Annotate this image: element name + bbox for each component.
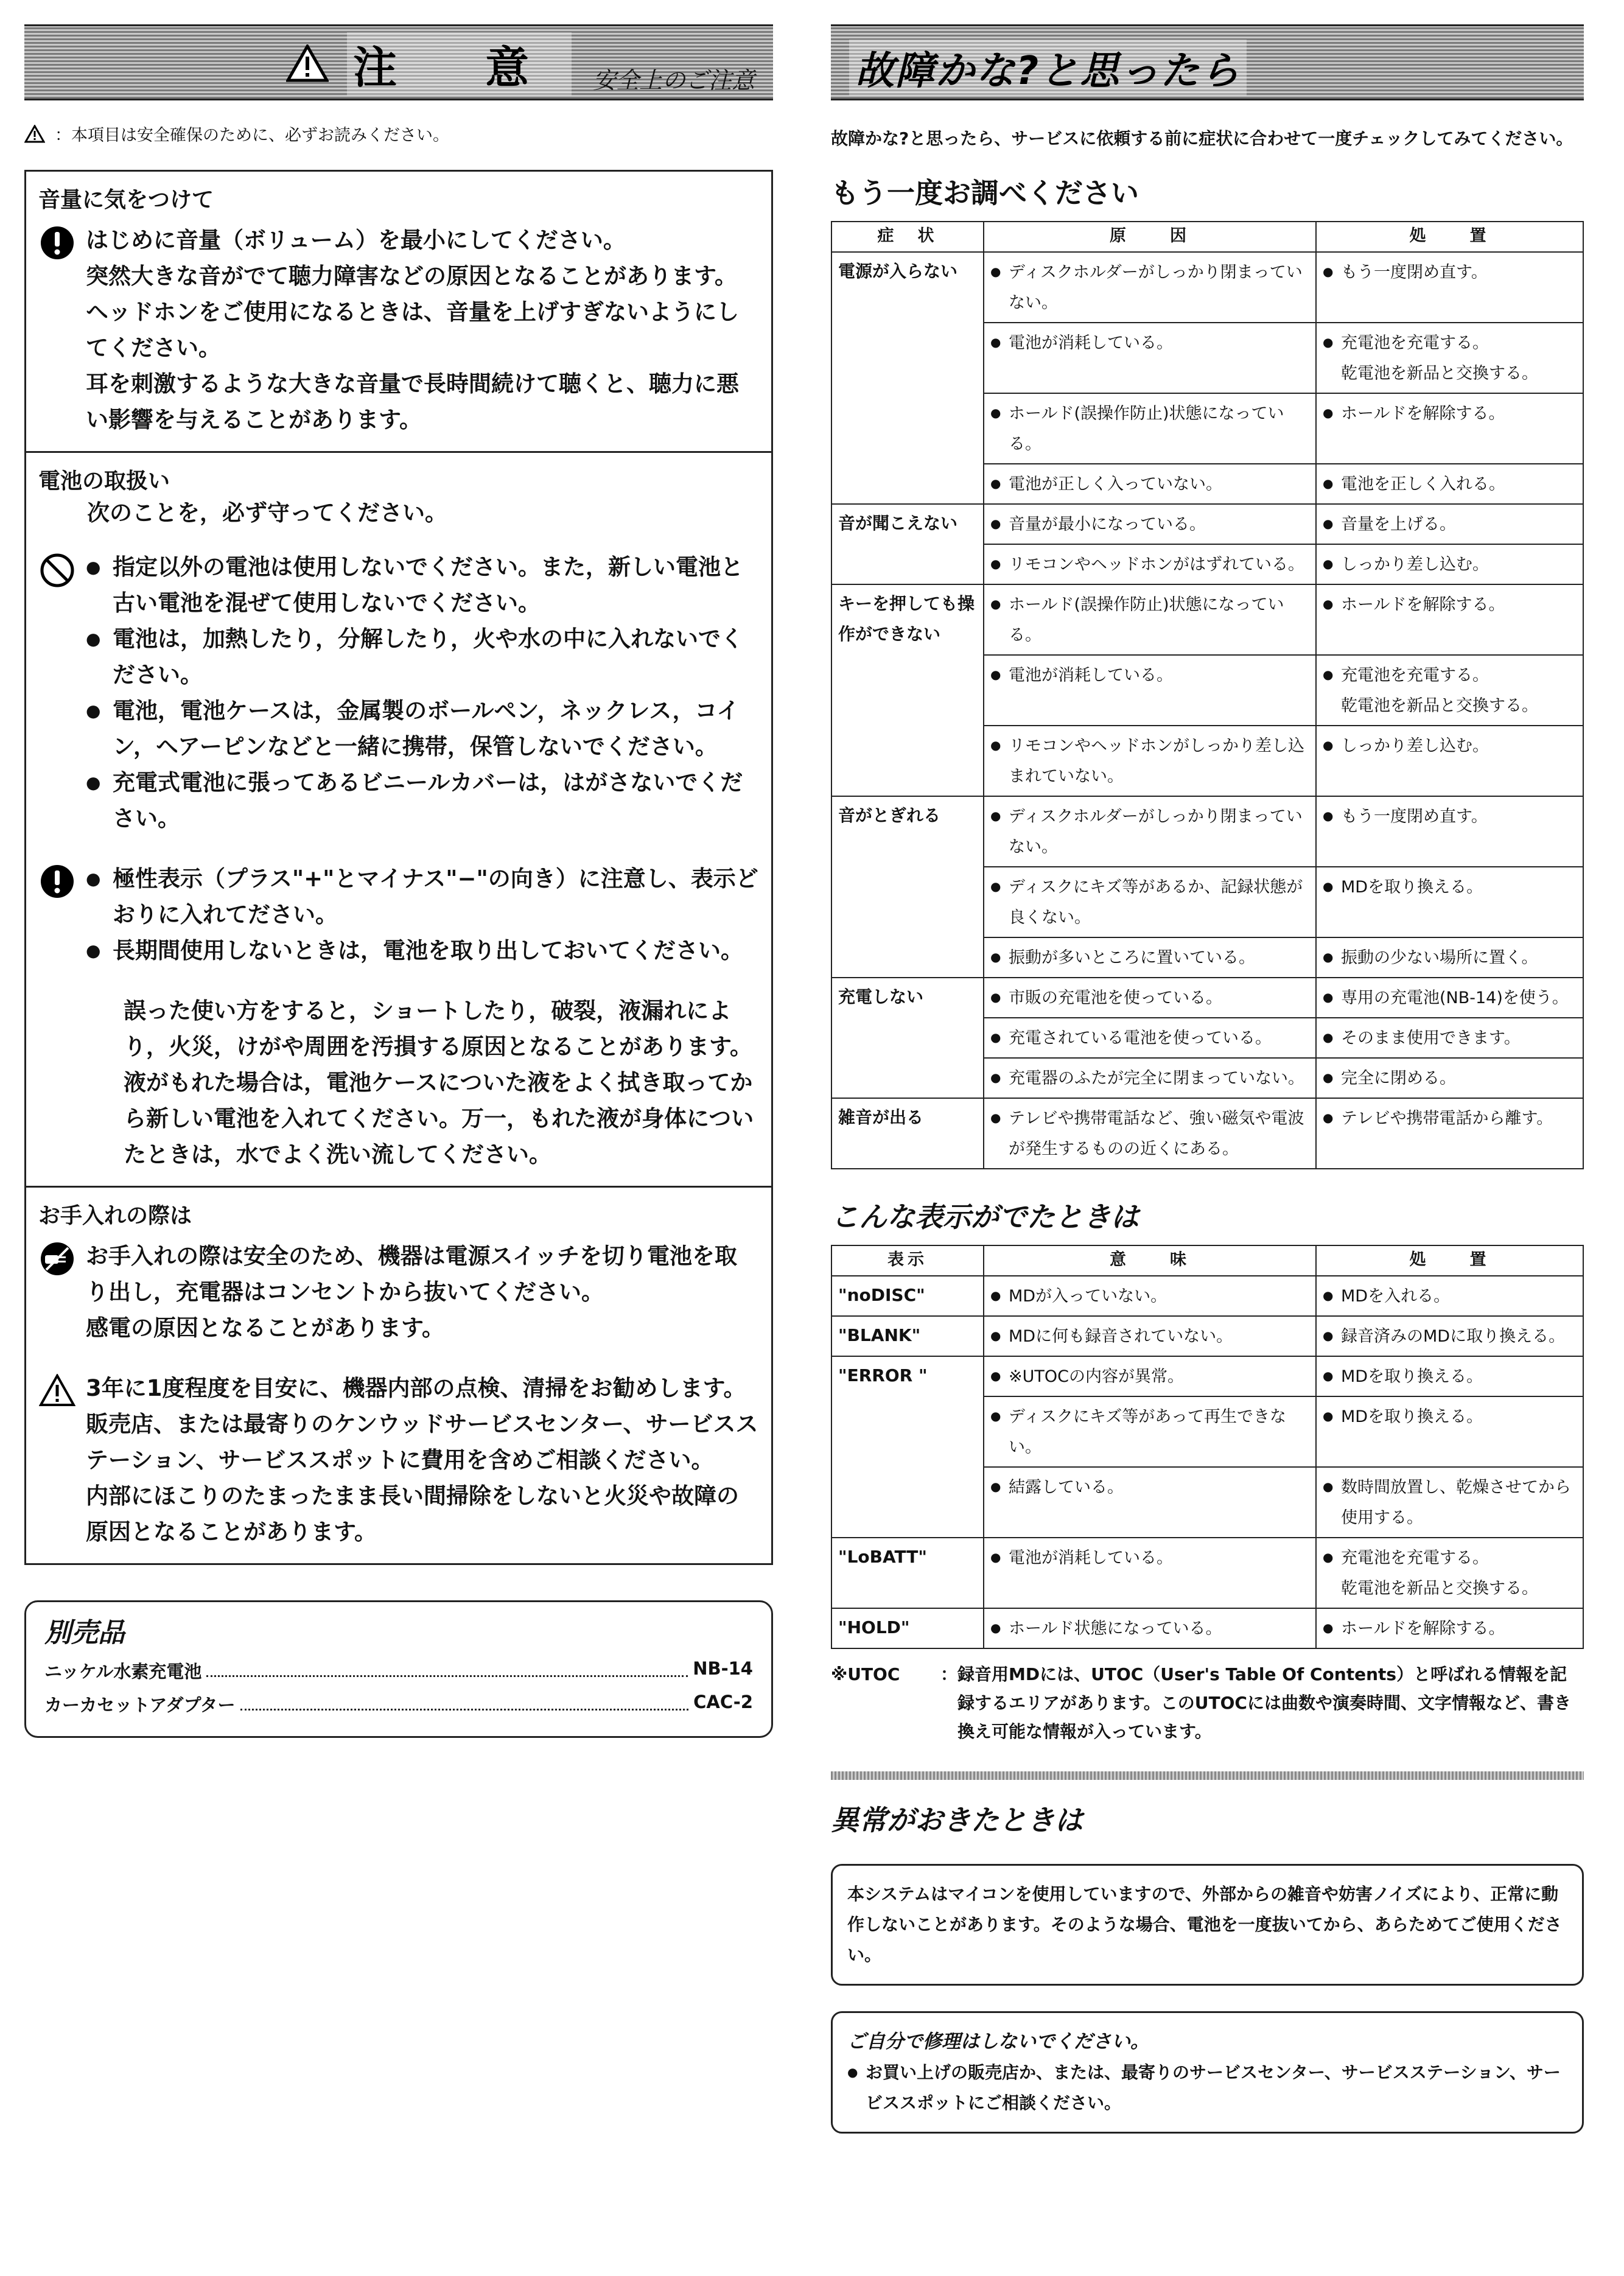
display-label-cell: "LoBATT" bbox=[831, 1538, 984, 1608]
fix-cell bbox=[1316, 1018, 1583, 1058]
fix-cell bbox=[1316, 1058, 1583, 1098]
volume-section bbox=[26, 172, 771, 453]
cause-cell bbox=[984, 1356, 1316, 1396]
fix-cell bbox=[1316, 655, 1583, 726]
cause-text: ● テレビや携帯電話など、強い磁気や電波が発生するものの近くにある。 bbox=[990, 1102, 1309, 1164]
cause-cell bbox=[984, 796, 1316, 867]
table-row bbox=[831, 1608, 1583, 1648]
volume-line: 突然大きな音がでて聴力障害などの原因となることがあります。 bbox=[86, 263, 738, 289]
fix-cell bbox=[1316, 393, 1583, 464]
battery-mandatory-item bbox=[38, 861, 759, 968]
care-unplug-line: お手入れの際は安全のため、機器は電源スイッチを切り電池を取り出し，充電器はコンセントから抜いてください。 bbox=[86, 1243, 738, 1305]
care-title: お手入れの際は bbox=[38, 1203, 192, 1228]
battery-prohibit-line: ● 電池，電池ケースは，金属製のボールペン，ネックレス，コイン，ヘアーピンなどと一緒に携帯，保管しないでください。 bbox=[86, 693, 759, 765]
fix-text: ● 充電池を充電する。 bbox=[1323, 659, 1577, 691]
mandatory-icon bbox=[40, 226, 74, 260]
symptom-cell: 雑音が出る bbox=[831, 1098, 984, 1169]
fix-text: 乾電池を新品と交換する。 bbox=[1341, 1579, 1538, 1598]
caution-note bbox=[24, 122, 773, 145]
cause-cell bbox=[984, 323, 1316, 393]
care-inspect-line: 内部にほこりのたまったまま長い間掃除をしないと火災や故障の原因となることがあります。 bbox=[86, 1483, 739, 1545]
fix-cell bbox=[1316, 1098, 1583, 1169]
warning-triangle-icon bbox=[24, 125, 45, 143]
warning-triangle-icon bbox=[286, 44, 329, 82]
accessory-code: NB-14 bbox=[693, 1658, 753, 1679]
leader-dots bbox=[240, 1692, 689, 1711]
troubleshooting-intro: 故障かな?と思ったら、サービスに依頼する前に症状に合わせて一度チェックしてみてください。 bbox=[831, 128, 1573, 149]
fix-cell bbox=[1316, 584, 1583, 655]
accessories-title: 別売品 bbox=[44, 1617, 125, 1648]
leader-dots bbox=[206, 1658, 688, 1677]
cause-text: ● ※UTOCの内容が異常。 bbox=[990, 1360, 1309, 1392]
cause-cell bbox=[984, 1396, 1316, 1467]
fix-cell bbox=[1316, 726, 1583, 796]
volume-title: 音量に気をつけて bbox=[38, 187, 214, 212]
fix-text: ● 充電池を充電する。 bbox=[1323, 327, 1577, 359]
table-row bbox=[831, 504, 1583, 544]
cause-cell bbox=[984, 867, 1316, 937]
cause-cell bbox=[984, 1467, 1316, 1538]
cause-text: ● MDに何も録音されていない。 bbox=[990, 1320, 1309, 1352]
battery-title: 電池の取扱い bbox=[38, 469, 170, 494]
caution-note-text: ：本項目は安全確保のために、必ずお読みください。 bbox=[55, 126, 449, 145]
symptom-cell: 電源が入らない bbox=[831, 252, 984, 504]
cause-text: ● 市販の充電池を使っている。 bbox=[990, 982, 1309, 1014]
cause-text: ● 結露している。 bbox=[990, 1471, 1309, 1503]
col-header: 処 置 bbox=[1316, 222, 1583, 252]
symptom-cell: 音が聞こえない bbox=[831, 504, 984, 584]
fix-cell bbox=[1316, 1467, 1583, 1538]
cause-cell bbox=[984, 1098, 1316, 1169]
fix-text: ● しっかり差し込む。 bbox=[1323, 730, 1577, 762]
battery-prohibit-line: ● 充電式電池に張ってあるビニールカバーは，はがさないでください。 bbox=[86, 765, 759, 836]
troubleshooting-title: 故障かな?と思ったら bbox=[849, 40, 1247, 96]
fix-text: ● テレビや携帯電話から離す。 bbox=[1323, 1102, 1577, 1134]
fix-text: ● そのまま使用できます。 bbox=[1323, 1022, 1577, 1054]
safety-column bbox=[24, 24, 773, 1738]
table-row bbox=[831, 584, 1583, 655]
table-row bbox=[831, 1098, 1583, 1169]
fix-text: ● MDを取り換える。 bbox=[1323, 1360, 1577, 1392]
cause-cell bbox=[984, 1538, 1316, 1608]
volume-line: 耳を刺激するような大きな音量で長時間続けて聴くと、聴力に悪い影響を与えることがあります。 bbox=[86, 371, 739, 433]
fix-cell bbox=[1316, 1538, 1583, 1608]
accessory-row bbox=[44, 1692, 753, 1717]
cause-cell bbox=[984, 1018, 1316, 1058]
col-header: 表示 bbox=[831, 1245, 984, 1276]
fix-text: ● 専用の充電池(NB-14)を使う。 bbox=[1323, 982, 1577, 1014]
display-table bbox=[831, 1245, 1584, 1649]
fix-text: ● MDを入れる。 bbox=[1323, 1280, 1577, 1312]
table-row bbox=[831, 252, 1583, 323]
fix-text: ● 充電池を充電する。 bbox=[1323, 1542, 1577, 1574]
battery-prohibit-item bbox=[38, 549, 759, 836]
fix-text: ● 完全に閉める。 bbox=[1323, 1062, 1577, 1094]
fix-text: ● しっかり差し込む。 bbox=[1323, 548, 1577, 580]
cause-cell bbox=[984, 1276, 1316, 1316]
mandatory-icon bbox=[40, 864, 74, 898]
fix-cell bbox=[1316, 937, 1583, 978]
repair-panel bbox=[831, 2011, 1584, 2134]
caution-header bbox=[24, 24, 773, 100]
cause-text: ● ディスクホルダーがしっかり閉まっていない。 bbox=[990, 800, 1309, 863]
section-divider bbox=[831, 1771, 1584, 1780]
caution-box bbox=[24, 170, 773, 1565]
cause-cell bbox=[984, 726, 1316, 796]
table-row bbox=[831, 1316, 1583, 1356]
accessory-name: カーカセットアダプター bbox=[44, 1695, 236, 1715]
display-label-cell: "HOLD" bbox=[831, 1608, 984, 1648]
fix-cell bbox=[1316, 1396, 1583, 1467]
fix-text: ● MDを取り換える。 bbox=[1323, 1401, 1577, 1432]
volume-line: ヘッドホンをご使用になるときは、音量を上げすぎないようにしてください。 bbox=[86, 299, 739, 361]
cause-text: ● ディスクにキズ等があるか、記録状態が良くない。 bbox=[990, 871, 1309, 933]
fix-cell bbox=[1316, 464, 1583, 504]
fix-text: ● 数時間放置し、乾燥させてから使用する。 bbox=[1323, 1471, 1577, 1533]
battery-mandatory-line: ● 長期間使用しないときは，電池を取り出しておいてください。 bbox=[86, 933, 759, 968]
cause-text: ● MDが入っていない。 bbox=[990, 1280, 1309, 1312]
fix-text: 乾電池を新品と交換する。 bbox=[1341, 696, 1538, 715]
cause-text: ● ディスクにキズ等があって再生できない。 bbox=[990, 1401, 1309, 1463]
cause-cell bbox=[984, 937, 1316, 978]
cause-cell bbox=[984, 584, 1316, 655]
accessories-box bbox=[24, 1600, 773, 1738]
cause-text: ● 電池が消耗している。 bbox=[990, 1542, 1309, 1574]
fix-text: ● もう一度閉め直す。 bbox=[1323, 800, 1577, 832]
battery-intro: 次のことを，必ず守ってください。 bbox=[87, 500, 447, 526]
fix-cell bbox=[1316, 252, 1583, 323]
check-title: もう一度お調べください bbox=[831, 177, 1139, 209]
table-row bbox=[831, 1538, 1583, 1608]
col-header: 原 因 bbox=[984, 222, 1316, 252]
cause-cell bbox=[984, 655, 1316, 726]
col-header: 処 置 bbox=[1316, 1245, 1583, 1276]
utoc-note bbox=[831, 1660, 1584, 1746]
cause-cell bbox=[984, 978, 1316, 1018]
cause-cell bbox=[984, 393, 1316, 464]
table-row bbox=[831, 1356, 1583, 1396]
cause-cell bbox=[984, 1316, 1316, 1356]
volume-item bbox=[38, 222, 759, 438]
fix-text: ● ホールドを解除する。 bbox=[1323, 397, 1577, 429]
cause-text: ● リモコンやヘッドホンがしっかり差し込まれていない。 bbox=[990, 730, 1309, 792]
accessory-code: CAC-2 bbox=[693, 1692, 753, 1712]
utoc-key: ※UTOC bbox=[831, 1664, 900, 1684]
display-label-cell: "BLANK" bbox=[831, 1316, 984, 1356]
display-label-cell: "ERROR " bbox=[831, 1356, 984, 1538]
caution-subtitle: 安全上のご注意 bbox=[592, 67, 755, 94]
cause-cell bbox=[984, 1058, 1316, 1098]
battery-prohibit-line: ● 電池は，加熱したり，分解したり，火や水の中に入れないでください。 bbox=[86, 621, 759, 693]
cause-text: ● 電池が正しく入っていない。 bbox=[990, 468, 1309, 500]
warning-triangle-icon bbox=[39, 1374, 75, 1407]
repair-title: ご自分で修理はしないでください。 bbox=[847, 2031, 1149, 2053]
fix-cell bbox=[1316, 867, 1583, 937]
table-row bbox=[831, 1276, 1583, 1316]
cause-text: ● 音量が最小になっている。 bbox=[990, 508, 1309, 540]
caution-title: 注 意 bbox=[347, 32, 572, 96]
table-row bbox=[831, 796, 1583, 867]
cause-text: ● 振動が多いところに置いている。 bbox=[990, 942, 1309, 973]
fix-cell bbox=[1316, 1608, 1583, 1648]
troubleshooting-column bbox=[831, 24, 1584, 2134]
cause-text: ● 充電器のふたが完全に閉まっていない。 bbox=[990, 1062, 1309, 1094]
utoc-text: 録音用MDには、UTOC（User's Table Of Contents）と呼ばれる情報を記録するエリアがあります。このUTOCには曲数や演奏時間、文字情報など、書き換え可能な情報が入っています。 bbox=[957, 1664, 1571, 1742]
cause-text: ● 充電されている電池を使っている。 bbox=[990, 1022, 1309, 1054]
prohibition-icon bbox=[40, 553, 75, 588]
cause-text: ● 電池が消耗している。 bbox=[990, 659, 1309, 691]
symptom-cell: 音がとぎれる bbox=[831, 796, 984, 978]
fix-cell bbox=[1316, 1356, 1583, 1396]
col-header: 症 状 bbox=[831, 222, 984, 252]
fix-cell bbox=[1316, 978, 1583, 1018]
battery-closing: 誤った使い方をすると，ショートしたり，破裂，液漏れにより，火災，けがや周囲を汚損する原因となることがあります。液がもれた場合は，電池ケースについた液をよく拭き取ってから新しい電池を入れてください。万一，もれた液が身体についたときは，水でよく洗い流してください。 bbox=[124, 998, 754, 1168]
care-inspect-line: 3年に1度程度を目安に、機器内部の点検、清掃をお勧めします。販売店、または最寄りのケンウッドサービスセンター、サービスステーション、サービススポットに費用を含めご相談ください。 bbox=[86, 1375, 758, 1473]
fix-text: ● ホールドを解除する。 bbox=[1323, 1612, 1577, 1644]
display-label-cell: "noDISC" bbox=[831, 1276, 984, 1316]
fix-text: ● MDを取り換える。 bbox=[1323, 871, 1577, 903]
fix-cell bbox=[1316, 323, 1583, 393]
fix-text: ● ホールドを解除する。 bbox=[1323, 589, 1577, 620]
fix-text: ● 録音済みのMDに取り換える。 bbox=[1323, 1320, 1577, 1352]
fix-cell bbox=[1316, 796, 1583, 867]
fix-cell bbox=[1316, 1316, 1583, 1356]
care-unplug-line: 感電の原因となることがあります。 bbox=[86, 1315, 445, 1341]
cause-text: ● リモコンやヘッドホンがはずれている。 bbox=[990, 548, 1309, 580]
cause-text: ● ホールド(誤操作防止)状態になっている。 bbox=[990, 397, 1309, 460]
cause-cell bbox=[984, 464, 1316, 504]
check-table bbox=[831, 221, 1584, 1169]
care-section bbox=[26, 1188, 771, 1563]
fix-text: ● 振動の少ない場所に置く。 bbox=[1323, 942, 1577, 973]
battery-mandatory-line: ● 極性表示（プラス"+"とマイナス"−"の向き）に注意し、表示どおりに入れてださい。 bbox=[86, 861, 759, 933]
fix-text: 乾電池を新品と交換する。 bbox=[1341, 364, 1538, 383]
fix-text: ● もう一度閉め直す。 bbox=[1323, 256, 1577, 288]
volume-line: はじめに音量（ボリューム）を最小にしてください。 bbox=[86, 227, 626, 253]
display-title: こんな表示がでたときは bbox=[831, 1200, 1139, 1233]
repair-text: ● お買い上げの販売店か、または、最寄りのサービスセンター、サービスステーション、サービススポットにご相談ください。 bbox=[847, 2057, 1567, 2118]
unplug-icon bbox=[40, 1242, 74, 1276]
fix-text: ● 音量を上げる。 bbox=[1323, 508, 1577, 540]
check-table-body bbox=[831, 252, 1583, 1169]
cause-text: ● 電池が消耗している。 bbox=[990, 327, 1309, 359]
cause-cell bbox=[984, 504, 1316, 544]
battery-section bbox=[26, 453, 771, 1188]
abnormal-title: 異常がおきたときは bbox=[831, 1804, 1083, 1837]
fix-cell bbox=[1316, 504, 1583, 544]
accessory-row bbox=[44, 1658, 753, 1683]
table-row bbox=[831, 978, 1583, 1018]
fix-cell bbox=[1316, 544, 1583, 584]
abnormal-panel bbox=[831, 1864, 1584, 1986]
cause-text: ● ホールド状態になっている。 bbox=[990, 1612, 1309, 1644]
cause-text: ● ホールド(誤操作防止)状態になっている。 bbox=[990, 589, 1309, 651]
cause-cell bbox=[984, 544, 1316, 584]
accessory-name: ニッケル水素充電池 bbox=[44, 1661, 202, 1682]
utoc-colon: ： bbox=[940, 1664, 958, 1684]
care-inspect-item bbox=[38, 1370, 759, 1550]
col-header: 意 味 bbox=[984, 1245, 1316, 1276]
care-unplug-item bbox=[38, 1238, 759, 1346]
cause-text: ● ディスクホルダーがしっかり閉まっていない。 bbox=[990, 256, 1309, 318]
cause-cell bbox=[984, 1608, 1316, 1648]
fix-text: ● 電池を正しく入れる。 bbox=[1323, 468, 1577, 500]
fix-cell bbox=[1316, 1276, 1583, 1316]
battery-prohibit-line: ● 指定以外の電池は使用しないでください。また，新しい電池と古い電池を混ぜて使用しないでください。 bbox=[86, 549, 759, 621]
cause-cell bbox=[984, 252, 1316, 323]
troubleshooting-header bbox=[831, 24, 1584, 100]
abnormal-text: 本システムはマイコンを使用していますので、外部からの雑音や妨害ノイズにより、正常に動作しないことがあります。そのような場合、電池を一度抜いてから、あらためてご使用ください。 bbox=[847, 1884, 1562, 1965]
symptom-cell: キーを押しても操作ができない bbox=[831, 584, 984, 796]
symptom-cell: 充電しない bbox=[831, 978, 984, 1098]
display-table-body bbox=[831, 1276, 1583, 1648]
